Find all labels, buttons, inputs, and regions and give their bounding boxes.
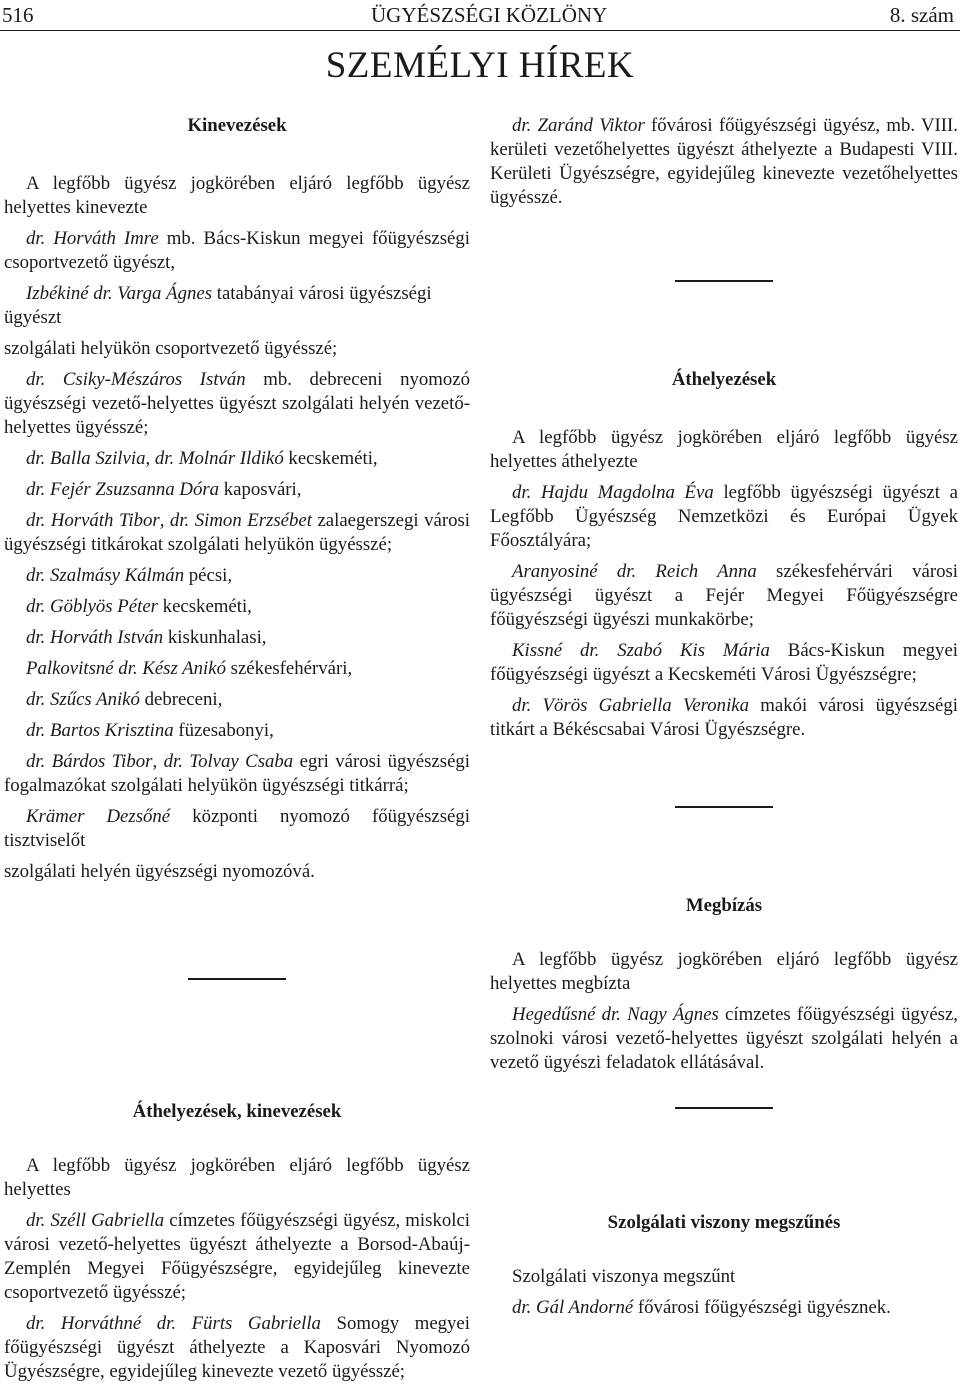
paragraph: dr. Csiky-Mészáros István mb. debreceni nyomozó ügyészségi vezető-helyettes ügyészt szolgálati helyén vezető-helyettes ügyésszé; [4,369,471,438]
paragraph: dr. Horváthné dr. Fürts Gabriella Somogy megyei főügyészségi ügyészt áthelyezte a Kaposvári Nyomozó Ügyészségre, egyidejűleg kinevezte vezető ügyésszé; [4,1313,470,1382]
paragraph: A legfőbb ügyész jogkörében eljáró legfőbb ügyész helyettes megbízta [490,949,958,994]
paragraph: Hegedűsné dr. Nagy Ágnes címzetes főügyészségi ügyész, szolnoki városi vezető-helyettes ügyészt szolgálati helyén a vezető ügyészi feladatok ellátásával. [490,1004,959,1073]
paragraph: Aranyosiné dr. Reich Anna székesfehérvári városi ügyészségi ügyészt a Fejér Megyei Főügyészségre főügyészségi ügyészi munkakörbe; [490,561,959,630]
page-number: 516 [2,3,34,27]
paragraph: dr. Vörös Gabriella Veronika makói városi ügyészségi titkárt a Békéscsabai Városi Ügyészségre. [490,695,958,740]
paragraph: dr. Bárdos Tibor, dr. Tolvay Csaba egri városi ügyészségi fogalmazókat szolgálati helyükön ügyészségi titkárrá; [4,751,471,796]
section-divider [188,978,286,980]
paragraph: dr. Balla Szilvia, dr. Molnár Ildikó kecskeméti, [26,448,378,469]
paragraph: dr. Szalmásy Kálmán pécsi, [26,565,233,586]
paragraph: dr. Hajdu Magdolna Éva legfőbb ügyészségi ügyészt a Legfőbb Ügyészség Nemzetközi és Európai Ügyek Főosztályára; [490,482,958,551]
paragraph: dr. Göblyös Péter kecskeméti, [26,596,252,617]
paragraph: Izbékiné dr. Varga Ágnes tatabányai városi ügyészségi ügyészt [4,283,432,328]
paragraph: dr. Szűcs Anikó debreceni, [26,689,223,710]
paragraph: dr. Horváth Tibor, dr. Simon Erzsébet zalaegerszegi városi ügyészségi titkárokat szolgálati helyükön ügyésszé; [4,510,471,555]
paragraph: dr. Bartos Krisztina füzesabonyi, [26,720,274,741]
section-divider [675,280,773,282]
section-divider [675,1107,773,1109]
paragraph: A legfőbb ügyész jogkörében eljáró legfőbb ügyész helyettes kinevezte [4,173,470,218]
paragraph: Krämer Dezsőné központi nyomozó főügyészségi tisztviselőt [4,806,471,851]
left-column [4,114,470,1384]
paragraph: dr. Gál Andorné fővárosi főügyészségi ügyésznek. [512,1297,891,1318]
page-header [0,0,960,31]
section-heading-kinevezesek: Kinevezések [187,115,287,136]
section-heading-athelyezesek-kinevezesek: Áthelyezések, kinevezések [132,1101,342,1122]
right-column [490,114,958,1320]
issue-number: 8. szám [889,3,954,27]
paragraph: Palkovitsné dr. Kész Anikó székesfehérvári, [26,658,353,679]
section-heading-szolgalati-viszony: Szolgálati viszony megszűnés [607,1212,841,1233]
paragraph: Szolgálati viszonya megszűnt [512,1266,736,1287]
paragraph: A legfőbb ügyész jogkörében eljáró legfőbb ügyész helyettes áthelyezte [490,427,958,472]
page-title: SZEMÉLYI HÍREK [325,45,635,86]
paragraph: dr. Horváth István kiskunhalasi, [26,627,267,648]
paragraph: dr. Zaránd Viktor fővárosi főügyészségi ügyész, mb. VIII. kerületi vezetőhelyettes ügyészt áthelyezte a Budapesti VIII. Kerületi Ügyészségre, egyidejűleg kinevezte vezetőhelyettes ügyésszé. [490,115,958,208]
section-divider [675,806,773,808]
paragraph: Kissné dr. Szabó Kis Mária Bács-Kiskun megyei főügyészségi ügyészt a Kecskeméti Városi Ügyészségre; [490,640,958,685]
paragraph: szolgálati helyén ügyészségi nyomozóvá. [4,861,315,882]
paragraph: dr. Széll Gabriella címzetes főügyészségi ügyész, miskolci városi vezető-helyettes ügyészt áthelyezte a Borsod-Abaúj-Zemplén Megyei Főügyészségre, egyidejűleg kinevezte csoportvezető ügyésszé; [4,1210,470,1303]
section-heading-megbizas: Megbízás [685,895,763,916]
paragraph: dr. Horváth Imre mb. Bács-Kiskun megyei főügyészségi csoportvezető ügyészt, [4,228,470,273]
paragraph: A legfőbb ügyész jogkörében eljáró legfőbb ügyész helyettes [4,1155,470,1200]
paragraph: szolgálati helyükön csoportvezető ügyésszé; [4,338,338,359]
paragraph: dr. Fejér Zsuzsanna Dóra kaposvári, [26,479,302,500]
section-heading-athelyezesek: Áthelyezések [671,369,777,390]
journal-title: ÜGYÉSZSÉGI KÖZLÖNY [371,3,608,27]
